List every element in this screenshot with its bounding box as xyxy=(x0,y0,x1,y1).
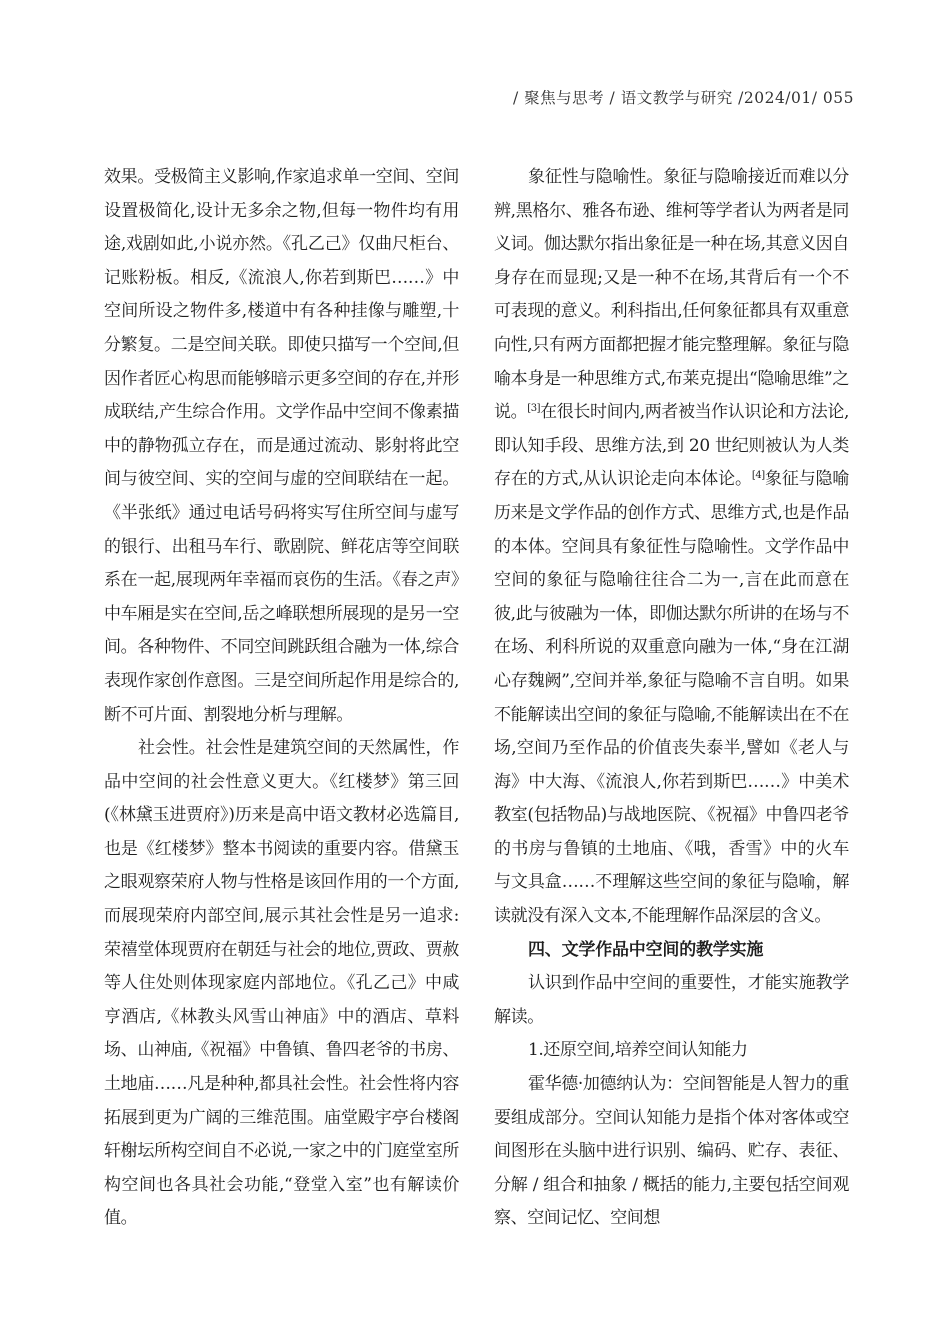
paragraph-spatial-intelligence: 霍华德·加德纳认为：空间智能是人智力的重要组成部分。空间认知能力是指个体对客体或空间图形在头脑中进行识别、编码、贮存、表征、分解 / 组合和抽象 / 概括的能力,主要包括空间观察、空间记忆、空间想 xyxy=(494,1074,849,1229)
paragraph-effect: 效果。受极简主义影响,作家追求单一空间、空间设置极简化,设计无多余之物,但每一物件均有用途,戏剧如此,小说亦然。《孔乙己》仅曲尺柜台、记账粉板。相反,《流浪人,你若到斯巴……》中空间所设之物件多,楼道中有各种挂像与雕塑,十分繁复。二是空间关联。即使只描写一个空间,但因作者匠心构思而能够暗示更多空间的存在,并形成联结,产生综合作用。文学作品中空间不像素描中的静物孤立存在，而是通过流动、影射将此空间与彼空间、实的空间与虚的空间联结在一起。《半张纸》通过电话号码将实写住所空间与虚写的银行、出租马车行、歌剧院、鲜花店等空间联系在一起,展现两年幸福而哀伤的生活。《春之声》中车厢是实在空间,岳之峰联想所展现的是另一空间。各种物件、不同空间跳跃组合融为一体,综合表现作家创作意图。三是空间所起作用是综合的,断不可片面、割裂地分析与理解。 xyxy=(104,167,459,725)
right-column xyxy=(494,161,849,1236)
left-column xyxy=(104,161,459,1236)
paragraph-symbolism xyxy=(494,161,849,934)
paragraph-sociality: 社会性。社会性是建筑空间的天然属性，作品中空间的社会性意义更大。《红楼梦》第三回(《林黛玉进贾府》)历来是高中语文教材必选篇目,也是《红楼梦》整本书阅读的重要内容。借黛玉之眼观察荣府人物与性格是该回作用的一个方面,而展现荣府内部空间,展示其社会性是另一追求:荣禧堂体现贾府在朝廷与社会的地位,贾政、贾赦等人住处则体现家庭内部地位。《孔乙己》中咸亨酒店,《林教头风雪山神庙》中的酒店、草料场、山神庙,《祝福》中鲁镇、鲁四老爷的书房、土地庙……凡是种种,都具社会性。社会性将内容拓展到更为广阔的三维范围。庙堂殿宇亭台楼阁轩榭坛所构空间自不必说,一家之中的门庭堂室所构空间也各具社会功能,“登堂入室”也有解读价值。 xyxy=(104,738,459,1229)
section-heading-teaching: 四、文学作品中空间的教学实施 xyxy=(528,939,764,960)
symbolism-text-b: 在很长时间内,两者被当作认识论和方法论,即认知手段、思维方法,到 20 世纪则被认为人类存在的方式,从认识论走向本体论。 xyxy=(494,402,849,490)
reference-4: [4] xyxy=(751,470,765,482)
reference-3: [3] xyxy=(527,403,541,415)
symbolism-text-c: 象征与隐喻历来是文学作品的创作方式、思维方式,也是作品的本体。空间具有象征性与隐喻性。文学作品中空间的象征与隐喻往往合二为一,言在此而意在彼,此与彼融为一体，即伽达默尔所讲的在场与不在场、利科所说的双重意向融为一体,“身在江湖心存魏阙”,空间并举,象征与隐喻不言自明。如果不能解读出空间的象征与隐喻,不能解读出在不在场,空间乃至作品的价值丧失泰半,譬如《老人与海》中大海、《流浪人,你若到斯巴……》中美术教室(包括物品)与战地医院、《祝福》中鲁四老爷的书房与鲁镇的土地庙、《哦，香雪》中的火车与文具盒……不理解这些空间的象征与隐喻，解读就没有深入文本,不能理解作品深层的含义。 xyxy=(494,469,849,927)
symbolism-text-a: 象征性与隐喻性。象征与隐喻接近而难以分辨,黑格尔、雅各布逊、维柯等学者认为两者是同义词。伽达默尔指出象征是一种在场,其意义因自身存在而显现;又是一种不在场,其背后有一个不可表现的意义。利科指出,任何象征都具有双重意向性,只有两方面都把握才能完整理解。象征与隐喻本身是一种思维方式,布莱克提出“隐喻思维”之说。 xyxy=(494,167,849,423)
subheading-restore-space: 1.还原空间,培养空间认知能力 xyxy=(528,1040,748,1061)
running-header: / 聚焦与思考 / 语文教学与研究 /2024/01/ 055 xyxy=(512,89,854,107)
paragraph-teaching-intro: 认识到作品中空间的重要性，才能实施教学解读。 xyxy=(494,973,849,1027)
